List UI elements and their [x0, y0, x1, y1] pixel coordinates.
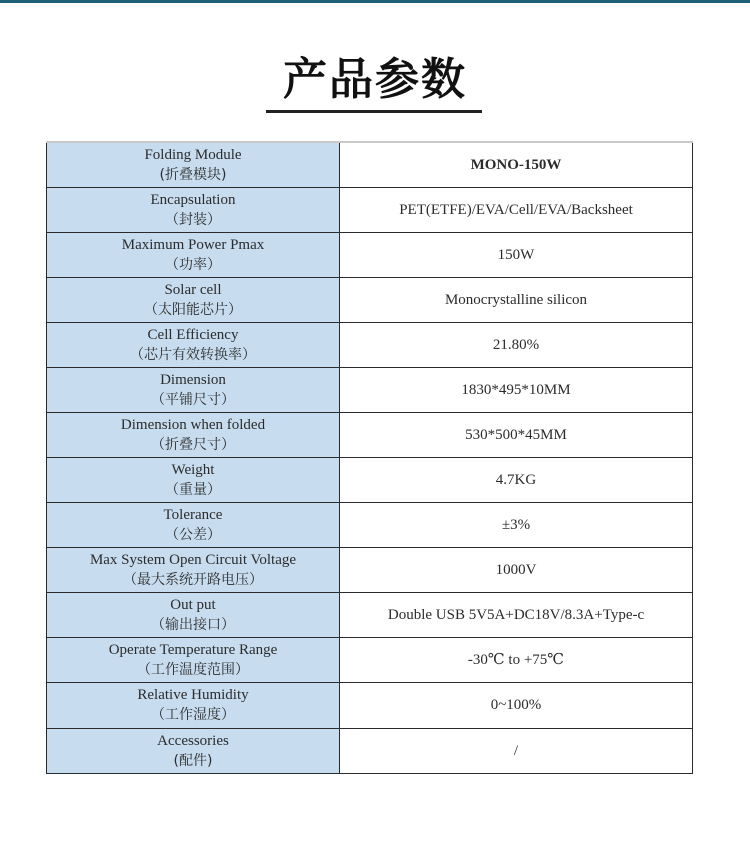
table-row	[47, 367, 693, 412]
spec-label	[47, 728, 340, 773]
page-title: 产品参数	[283, 54, 467, 105]
table-row	[47, 457, 693, 502]
spec-label	[47, 637, 340, 682]
label-en: Relative Humidity	[137, 687, 249, 703]
spec-value: 530*500*45MM	[340, 412, 693, 457]
spec-label	[47, 187, 340, 232]
table-row	[47, 592, 693, 637]
table-row	[47, 682, 693, 728]
table-row	[47, 412, 693, 457]
spec-label	[47, 592, 340, 637]
label-en: Max System Open Circuit Voltage	[89, 551, 297, 568]
spec-label	[47, 547, 340, 592]
table-row	[47, 637, 693, 682]
spec-value: 1000V	[340, 547, 693, 592]
table-row	[47, 502, 693, 547]
spec-label	[47, 412, 340, 457]
spec-label	[47, 457, 340, 502]
spec-label	[47, 322, 340, 367]
table-row	[47, 728, 693, 773]
table-row	[47, 232, 693, 277]
spec-value: 150W	[340, 232, 693, 277]
spec-table	[46, 141, 693, 774]
label-cn: （重量）	[165, 481, 221, 498]
spec-value: /	[340, 728, 693, 773]
spec-label	[47, 682, 340, 728]
label-cn: （功率）	[165, 256, 221, 273]
label-cn: （芯片有效转换率）	[130, 346, 256, 363]
spec-label	[47, 142, 340, 187]
label-en: Accessories	[157, 732, 229, 749]
table-row	[47, 322, 693, 367]
spec-value: 4.7KG	[340, 457, 693, 502]
label-en: Dimension	[160, 371, 226, 388]
label-cn: （工作湿度）	[151, 707, 235, 723]
spec-value: -30℃ to +75℃	[340, 637, 693, 682]
table-row	[47, 277, 693, 322]
spec-value: Monocrystalline silicon	[340, 277, 693, 322]
spec-value: PET(ETFE)/EVA/Cell/EVA/Backsheet	[340, 187, 693, 232]
spec-label	[47, 367, 340, 412]
spec-value: 1830*495*10MM	[340, 367, 693, 412]
title-underline	[266, 110, 482, 113]
label-en: Weight	[171, 461, 215, 478]
spec-label	[47, 502, 340, 547]
table-row	[47, 547, 693, 592]
label-cn: (配件)	[173, 752, 213, 769]
label-en: Out put	[170, 596, 216, 613]
label-cn: （太阳能芯片）	[144, 301, 242, 318]
label-cn: (折叠模块)	[159, 166, 227, 183]
label-cn: （输出接口）	[151, 616, 235, 633]
label-en: Dimension when folded	[120, 416, 266, 433]
spec-value: Double USB 5V5A+DC18V/8.3A+Type-c	[340, 592, 693, 637]
spec-value: MONO-150W	[340, 142, 693, 187]
spec-label	[47, 232, 340, 277]
label-cn: （封装）	[165, 211, 221, 228]
label-en: Maximum Power Pmax	[121, 236, 265, 253]
label-en: Operate Temperature Range	[108, 641, 278, 658]
table-row	[47, 187, 693, 232]
spec-label	[47, 277, 340, 322]
spec-value: ±3%	[340, 502, 693, 547]
label-cn: （折叠尺寸）	[151, 436, 235, 453]
label-cn: （最大系统开路电压）	[123, 571, 263, 588]
label-en: Tolerance	[163, 506, 223, 523]
top-rule	[0, 0, 750, 3]
label-en: Cell Efficiency	[147, 326, 239, 343]
label-cn: （平铺尺寸）	[151, 391, 235, 408]
spec-value: 0~100%	[340, 682, 693, 728]
table-row	[47, 142, 693, 187]
label-en: Folding Module	[144, 146, 242, 163]
spec-value: 21.80%	[340, 322, 693, 367]
label-cn: （工作温度范围）	[137, 661, 249, 678]
label-cn: （公差）	[165, 526, 221, 543]
label-en: Encapsulation	[150, 191, 236, 208]
label-en: Solar cell	[164, 281, 222, 298]
